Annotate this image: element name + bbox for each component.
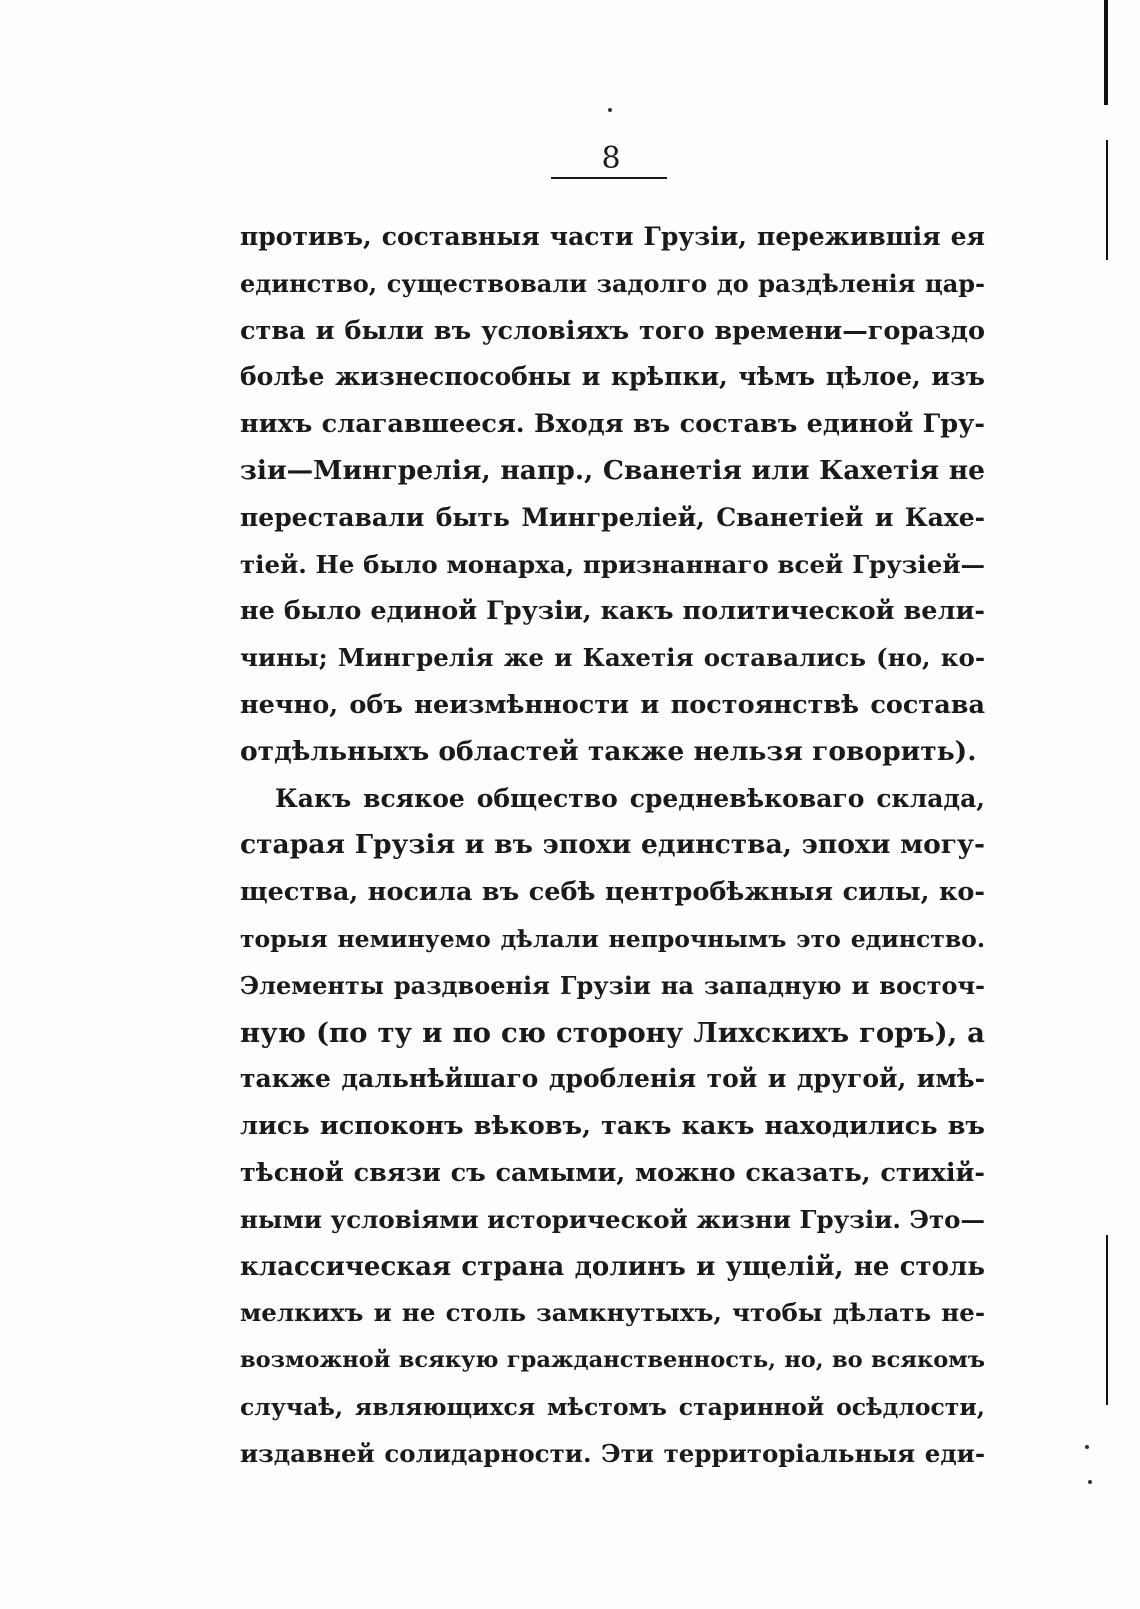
text-line: отдѣльныхъ областей также нельзя говорить). (240, 735, 977, 767)
text-line: щества, носила въ себѣ центробѣжныя силы, ко- (240, 877, 985, 908)
body-text (240, 214, 985, 1478)
scan-speck (608, 108, 612, 112)
scan-speck (1085, 1445, 1089, 1449)
text-line: противъ, составныя части Грузіи, пережившія ея (240, 222, 985, 251)
text-line: нихъ слагавшееся. Входя въ составъ единой Гру- (240, 409, 985, 440)
text-line: тіей. Не было монарха, признаннаго всей Грузіей— (240, 549, 985, 579)
paragraph (240, 776, 985, 1478)
text-line: не было единой Грузіи, какъ политической вели- (240, 596, 985, 627)
scan-edge-mark (1104, 0, 1108, 105)
text-line: классическая страна долинъ и ущелій, не столь (240, 1251, 985, 1282)
text-line: старая Грузія и въ эпохи единства, эпохи могу- (240, 829, 985, 861)
text-line: также дальнѣйшаго дробленія той и другой, имѣ- (240, 1064, 985, 1094)
scan-speck (1088, 1480, 1092, 1484)
text-line: болѣе жизнеспособны и крѣпки, чѣмъ цѣлое, изъ (240, 362, 985, 392)
text-line: нечно, объ неизмѣнности и постоянствѣ состава (240, 689, 985, 720)
text-line: случаѣ, являющихся мѣстомъ старинной осѣдлости, (240, 1392, 985, 1421)
text-line: Элементы раздвоенія Грузіи на западную и восточ- (240, 970, 985, 1000)
text-line: единство, существовали задолго до раздѣленія цар- (240, 268, 985, 298)
text-line: зіи—Мингрелія, напр., Сванетія или Кахетія не (240, 454, 985, 486)
text-line: издавней солидарности. Эти территоріальныя еди- (240, 1438, 985, 1468)
paragraph (240, 214, 985, 776)
page-number: 8 (601, 141, 621, 176)
scan-edge-mark (1106, 1235, 1108, 1405)
text-line: тѣсной связи съ самыми, можно сказать, стихій- (240, 1157, 985, 1188)
text-line: возможной всякую гражданственность, но, во всякомъ (240, 1347, 985, 1374)
text-line: переставали быть Мингреліей, Сванетіей и Кахе- (240, 502, 985, 532)
text-line: ными условіями исторической жизни Грузіи. Это— (240, 1204, 985, 1234)
text-line: мелкихъ и не столь замкнутыхъ, чтобы дѣлать не- (240, 1298, 985, 1328)
text-line: лись испоконъ вѣковъ, такъ какъ находились въ (240, 1111, 985, 1142)
text-line: чины; Мингрелія же и Кахетія оставались (но, ко- (240, 643, 985, 673)
text-line: торыя неминуемо дѣлали непрочнымъ это единство. (240, 924, 985, 953)
text-line: ную (по ту и по сю сторону Лихскихъ горъ), а (240, 1016, 985, 1049)
text-line: ства и были въ условіяхъ того времени—гораздо (240, 315, 985, 346)
scan-edge-mark (1106, 140, 1108, 260)
text-line: Какъ всякое общество средневѣковаго склада, (275, 783, 985, 813)
page-number-rule (551, 177, 667, 179)
